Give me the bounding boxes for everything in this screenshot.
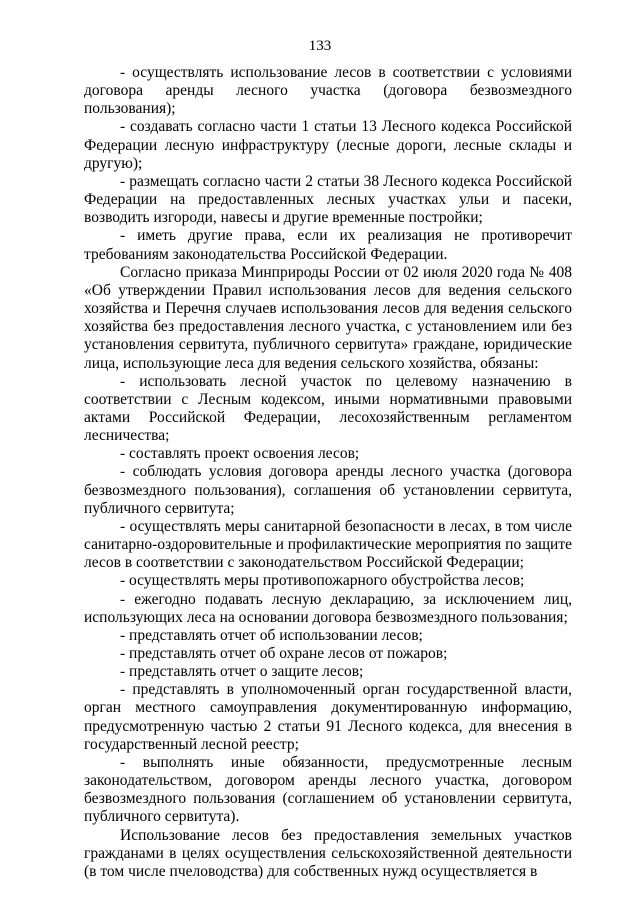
paragraph: - иметь другие права, если их реализация не противоречит требованиям законодательства Российской Федерации. bbox=[84, 227, 572, 263]
paragraph: Использование лесов без предоставления земельных участков гражданами в целях осуществления сельскохозяйственной деятельности (в том числе пчеловодства) для собственных нужд осуществляется в bbox=[84, 826, 572, 880]
paragraph: - представлять отчет об охране лесов от пожаров; bbox=[120, 645, 448, 662]
paragraph: - размещать согласно части 2 статьи 38 Лесного кодекса Российской Федерации на предоставленных лесных участках ульи и пасеки, возводить изгороди, навесы и другие временные постройки; bbox=[84, 172, 572, 227]
paragraph: - использовать лесной участок по целевому назначению в соответствии с Лесным кодексом, иными нормативными правовыми актами Российской Федерации, лесохозяйственным регламентом лесничества; bbox=[84, 372, 572, 445]
paragraph: - осуществлять меры противопожарного обустройства лесов; bbox=[120, 572, 525, 590]
paragraph: - соблюдать условия договора аренды лесного участка (договора безвозмездного пользования), соглашения об установлении сервитута, публичного сервитута; bbox=[84, 463, 572, 517]
paragraph: - выполнять иные обязанности, предусмотренные лесным законодательством, договором аренды лесного участка, договором безвозмездного пользования (соглашением об установлении сервитута, публичного сервитута). bbox=[84, 753, 572, 826]
page-body bbox=[84, 64, 572, 881]
paragraph: - создавать согласно части 1 статьи 13 Лесного кодекса Российской Федерации лесную инфраструктуру (лесные дороги, лесные склады и другую); bbox=[84, 118, 572, 172]
paragraph: - представлять отчет о защите лесов; bbox=[120, 663, 364, 681]
page-number: 133 bbox=[308, 38, 332, 54]
paragraph: - осуществлять использование лесов в соответствии с условиями договора аренды лесного участка (договора безвозмездного пользования); bbox=[84, 64, 572, 118]
paragraph: - составлять проект освоения лесов; bbox=[120, 445, 360, 463]
paragraph: - представлять отчет об использовании лесов; bbox=[120, 626, 423, 644]
paragraph: - представлять в уполномоченный орган государственной власти, орган местного самоуправления документированную информацию, предусмотренную частью 2 статьи 91 Лесного кодекса, для внесения в государственный лесной реестр; bbox=[84, 681, 572, 753]
paragraph: - ежегодно подавать лесную декларацию, за исключением лиц, использующих леса на основании договора безвозмездного пользования; bbox=[84, 590, 572, 626]
paragraph: - осуществлять меры санитарной безопасности в лесах, в том числе санитарно-оздоровительные и профилактические мероприятия по защите лесов в соответствии с законодательством Российской Федерации; bbox=[84, 517, 572, 572]
paragraph: Согласно приказа Минприроды России от 02 июля 2020 года № 408 «Об утверждении Правил использования лесов для ведения сельского хозяйства и Перечня случаев использования лесов для ведения сельского хозяйства без предоставления лесного участка, с установлением или без установления сервитута, публичного сервитута» граждане, юридические лица, использующие леса для ведения сельского хозяйства, обязаны: bbox=[84, 263, 572, 372]
